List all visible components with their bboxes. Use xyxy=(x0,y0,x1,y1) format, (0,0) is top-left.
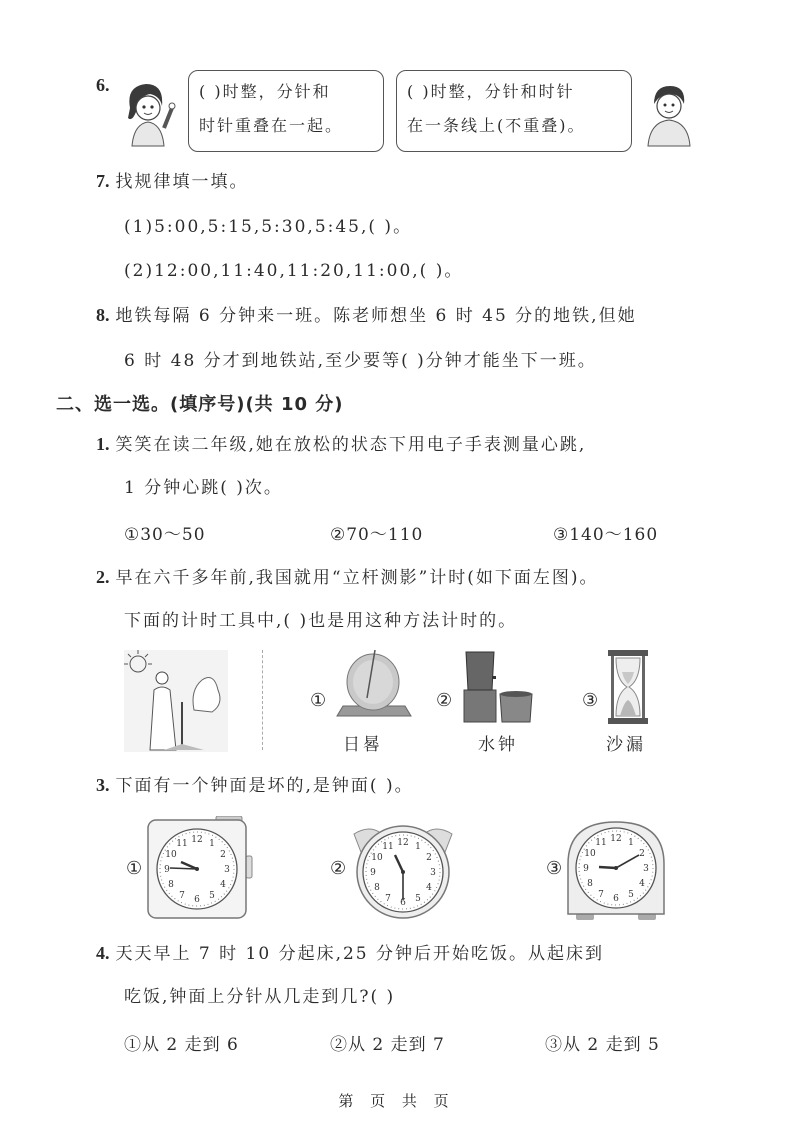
clock-1-mark: ① xyxy=(126,858,143,879)
boy-illustration xyxy=(640,82,698,148)
s2q4-line-1 xyxy=(96,942,604,965)
svg-text:3: 3 xyxy=(430,868,436,878)
svg-text:4: 4 xyxy=(426,883,432,893)
girl-pointing-illustration xyxy=(120,78,182,148)
svg-text:9: 9 xyxy=(164,865,170,875)
s2q4-number: 4. xyxy=(96,943,110,963)
svg-text:10: 10 xyxy=(165,850,177,860)
svg-text:5: 5 xyxy=(209,891,215,901)
svg-text:12: 12 xyxy=(397,838,409,848)
svg-text:9: 9 xyxy=(370,868,376,878)
svg-text:9: 9 xyxy=(583,864,589,874)
bubble-left-line-2: 时针重叠在一起。 xyxy=(199,116,344,135)
svg-text:7: 7 xyxy=(598,890,604,900)
clock-3-mark: ③ xyxy=(546,858,563,879)
clock-3-arch-alarm xyxy=(566,818,666,922)
svg-text:2: 2 xyxy=(220,850,226,860)
svg-text:2: 2 xyxy=(426,853,432,863)
s2q1-option-2: ②70～110 xyxy=(330,525,424,545)
svg-text:6: 6 xyxy=(194,895,200,905)
svg-text:4: 4 xyxy=(220,880,226,890)
clock-1-square-watch xyxy=(146,816,256,922)
clock-2-mark: ② xyxy=(330,858,347,879)
svg-text:1: 1 xyxy=(415,842,421,852)
q8-line-2: 6 时 48 分才到地铁站,至少要等( )分钟才能坐下一班。 xyxy=(124,351,597,371)
page-footer: 第 页 共 页 xyxy=(338,1092,455,1110)
svg-text:8: 8 xyxy=(587,879,593,889)
svg-text:11: 11 xyxy=(595,838,607,848)
clock-2-cat-ear xyxy=(350,820,456,920)
tool-1-mark: ① xyxy=(310,690,327,711)
s2q3-prompt xyxy=(96,774,414,797)
dashed-divider xyxy=(262,650,263,750)
svg-text:5: 5 xyxy=(628,890,634,900)
bubble-right-line-1: ( )时整，分针和时针 xyxy=(407,82,575,101)
q7-item-2: (2)12:00,11:40,11:20,11:00,( )。 xyxy=(124,261,464,281)
tool-3-mark: ③ xyxy=(582,690,599,711)
bubble-left-line-1: ( )时整，分针和 xyxy=(199,82,331,101)
section-2-title: 二、选一选。(填序号)(共 10 分) xyxy=(56,394,344,415)
s2q1-text-1: 笑笑在读二年级,她在放松的状态下用电子手表测量心跳, xyxy=(115,435,587,455)
speech-bubble-right xyxy=(396,70,632,152)
s2q2-number: 2. xyxy=(96,567,110,587)
tool-3-label: 沙漏 xyxy=(606,735,646,755)
svg-text:11: 11 xyxy=(176,839,188,849)
s2q4-option-2: ②从 2 走到 7 xyxy=(330,1035,445,1055)
s2q4-option-1: ①从 2 走到 6 xyxy=(124,1035,239,1055)
bubble-right-line-2: 在一条线上(不重叠)。 xyxy=(407,116,586,135)
q7-text: 找规律填一填。 xyxy=(115,172,249,192)
svg-text:8: 8 xyxy=(168,880,174,890)
svg-text:11: 11 xyxy=(382,842,394,852)
s2q2-line-2: 下面的计时工具中,( )也是用这种方法计时的。 xyxy=(124,611,518,631)
svg-text:6: 6 xyxy=(400,898,406,908)
s2q4-text-1: 天天早上 7 时 10 分起床,25 分钟后开始吃饭。从起床到 xyxy=(115,944,605,964)
hourglass-image xyxy=(608,650,648,724)
svg-text:6: 6 xyxy=(613,894,619,904)
tool-1-label: 日晷 xyxy=(343,735,383,755)
s2q1-line-1 xyxy=(96,433,586,456)
s2q4-line-2: 吃饭,钟面上分针从几走到几?( ) xyxy=(124,987,396,1007)
svg-text:3: 3 xyxy=(224,865,230,875)
s2q1-number: 1. xyxy=(96,434,110,454)
s2q3-text: 下面有一个钟面是坏的,是钟面( )。 xyxy=(115,776,414,796)
water-clock-image xyxy=(462,650,534,724)
svg-text:1: 1 xyxy=(209,839,215,849)
s2q1-option-1: ①30～50 xyxy=(124,525,206,545)
s2q4-option-3: ③从 2 走到 5 xyxy=(545,1035,660,1055)
svg-text:10: 10 xyxy=(371,853,383,863)
svg-text:7: 7 xyxy=(385,894,391,904)
s2q3-number: 3. xyxy=(96,775,110,795)
s2q1-option-3: ③140～160 xyxy=(553,525,659,545)
q6-number: 6. xyxy=(96,75,110,95)
q8-text-1: 地铁每隔 6 分钟来一班。陈老师想坐 6 时 45 分的地铁,但她 xyxy=(115,306,637,326)
svg-text:12: 12 xyxy=(191,835,203,845)
s2q2-text-1: 早在六千多年前,我国就用“立杆测影”计时(如下面左图)。 xyxy=(115,568,599,588)
q7-item-1: (1)5:00,5:15,5:30,5:45,( )。 xyxy=(124,217,413,237)
sundial-image xyxy=(333,650,415,726)
q8-line-1 xyxy=(96,304,637,327)
svg-text:10: 10 xyxy=(584,849,596,859)
svg-text:7: 7 xyxy=(179,891,185,901)
s2q2-line-1 xyxy=(96,566,599,589)
q8-number: 8. xyxy=(96,305,110,325)
tool-2-label: 水钟 xyxy=(478,735,518,755)
q7-prompt xyxy=(96,170,249,193)
tool-2-mark: ② xyxy=(436,690,453,711)
q7-number: 7. xyxy=(96,171,110,191)
svg-text:5: 5 xyxy=(415,894,421,904)
clock-face xyxy=(157,829,237,909)
s2q1-line-2: 1 分钟心跳( )次。 xyxy=(124,478,283,498)
person-measuring-shadow-illustration xyxy=(124,650,228,752)
svg-text:12: 12 xyxy=(610,834,622,844)
svg-text:8: 8 xyxy=(374,883,380,893)
svg-text:1: 1 xyxy=(628,838,634,848)
svg-text:2: 2 xyxy=(639,849,645,859)
svg-text:3: 3 xyxy=(643,864,649,874)
svg-text:4: 4 xyxy=(639,879,645,889)
speech-bubble-left xyxy=(188,70,384,152)
